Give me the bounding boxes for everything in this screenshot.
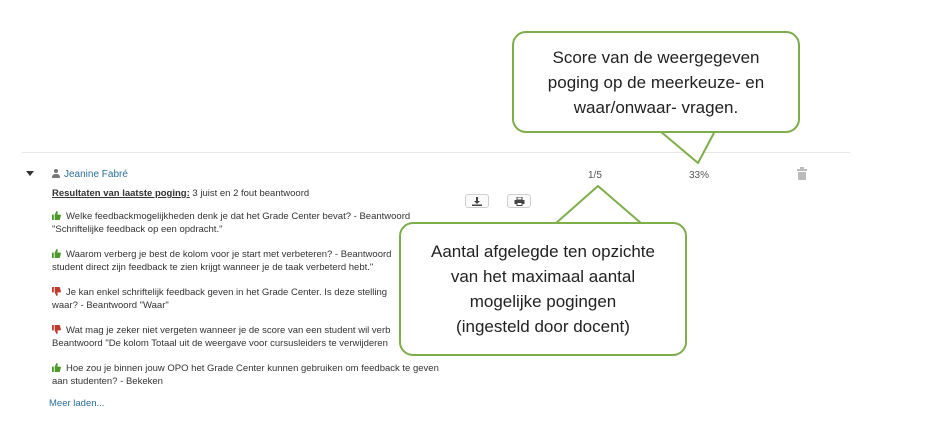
results-summary: 3 juist en 2 fout beantwoord bbox=[192, 188, 310, 199]
question-text-line1: Welke feedbackmogelijkheden denk je dat het Grade Center bevat? - Beantwoord bbox=[66, 211, 411, 222]
question-text-line2: student direct zijn feedback te zien krijgt wanneer je de taak verbeterd hebt." bbox=[52, 262, 374, 273]
callout-attempts-text: Aantal afgelegde ten opzichte van het maximaal aantal mogelijke pogingen (ingesteld door docent) bbox=[430, 242, 655, 336]
question-text-line1: Waarom verberg je best de kolom voor je start met verbeteren? - Beantwoord bbox=[66, 249, 392, 260]
question-text-line2: "Schriftelijke feedback op een opdracht." bbox=[52, 224, 223, 235]
callout-score-text: Score van de weergegeven poging op de meerkeuze- en waar/onwaar- vragen. bbox=[547, 47, 765, 117]
question-text-line2: aan studenten? - Bekeken bbox=[52, 376, 163, 387]
score-percentage: 33% bbox=[689, 170, 710, 181]
question-text-line1: Wat mag je zeker niet vergeten wanneer je de score van een student wil verb bbox=[66, 325, 391, 336]
attempts-count: 1/5 bbox=[588, 170, 602, 181]
question-text-line2: Beantwoord "De kolom Totaal uit de weergave voor cursusleiders te verwijderen bbox=[52, 338, 388, 349]
question-text-line1: Je kan enkel schriftelijk feedback geven in het Grade Center. Is deze stelling bbox=[66, 287, 388, 298]
student-name-link[interactable]: Jeanine Fabré bbox=[64, 169, 128, 180]
question-text-line2: waar? - Beantwoord "Waar" bbox=[52, 300, 169, 311]
results-label: Resultaten van laatste poging: bbox=[52, 188, 190, 199]
question-text-line1: Hoe zou je binnen jouw OPO het Grade Center kunnen gebruiken om feedback te geven bbox=[66, 363, 439, 374]
load-more-link[interactable]: Meer laden... bbox=[49, 398, 105, 409]
